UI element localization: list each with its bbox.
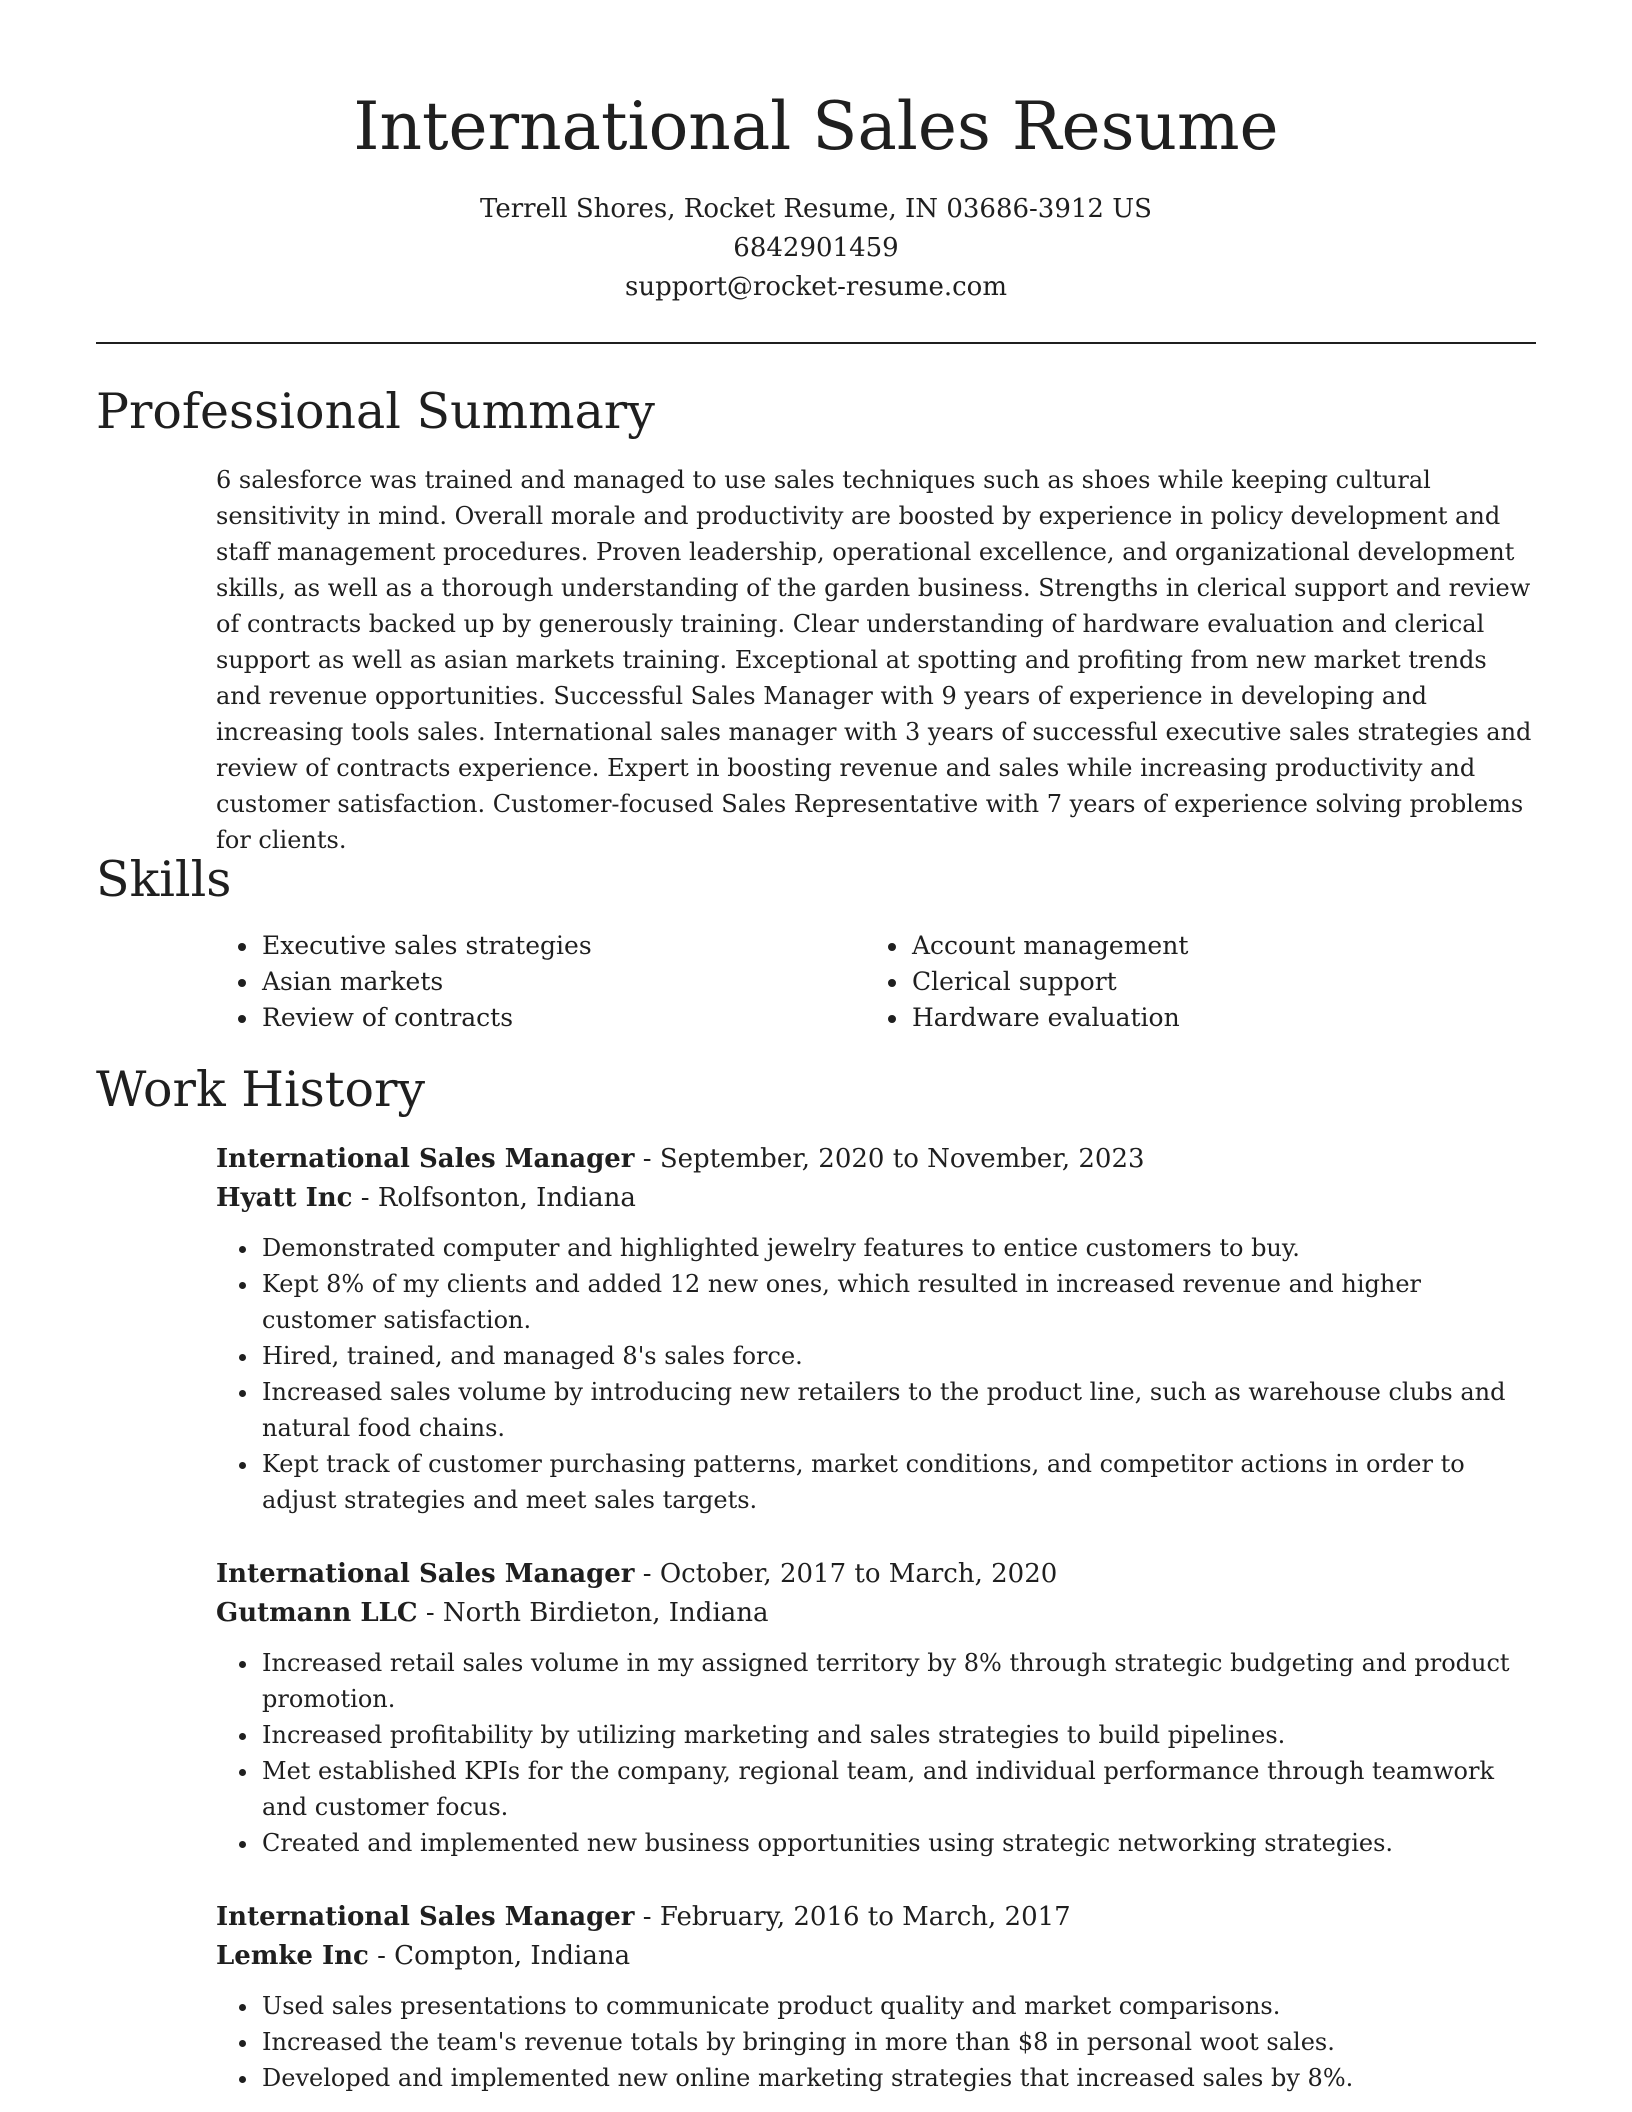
job-title: International Sales Manager (216, 1559, 635, 1589)
job-title-line (216, 1898, 1536, 1937)
job-dates-separator: - (642, 1902, 660, 1932)
job-bullets (216, 1988, 1536, 2096)
job-dates-separator: - (642, 1559, 660, 1589)
summary-heading: Professional Summary (96, 383, 655, 440)
job-title-line (216, 1555, 1536, 1594)
job-location: Rolfsonton, Indiana (377, 1183, 636, 1213)
job-location-separator: - (425, 1598, 443, 1628)
job-bullet: • Demonstrated computer and highlighted jewelry features to entice customers to buy. (260, 1230, 1536, 1266)
work-history-heading: Work History (96, 1061, 426, 1118)
job-bullet: • Hired, trained, and managed 8's sales force. (260, 1338, 1536, 1374)
skill-item: • Account management (910, 928, 1550, 964)
contact-email: support@rocket-resume.com (624, 272, 1007, 302)
skills-list-left (216, 928, 860, 1036)
job-bullet: • Used sales presentations to communicate product quality and market comparisons. (260, 1988, 1536, 2024)
job-company: Hyatt Inc (216, 1183, 353, 1213)
job-company-line (216, 1179, 1536, 1218)
job-entry (216, 1555, 1536, 1861)
job-company-line (216, 1937, 1536, 1976)
job-bullet: • Increased retail sales volume in my assigned territory by 8% through strategic budgeting and product promotion. (260, 1645, 1536, 1717)
job-location-separator: - (360, 1183, 378, 1213)
skill-item: • Executive sales strategies (260, 928, 860, 964)
job-bullet: • Developed and implemented new online marketing strategies that increased sales by 8%. (260, 2060, 1536, 2096)
job-company-line (216, 1594, 1536, 1633)
job-title: International Sales Manager (216, 1144, 635, 1174)
job-bullet: • Kept 8% of my clients and added 12 new ones, which resulted in increased revenue and higher customer satisfaction. (260, 1266, 1536, 1338)
job-location-separator: - (377, 1941, 395, 1971)
job-bullet: • Increased profitability by utilizing marketing and sales strategies to build pipelines. (260, 1717, 1536, 1753)
job-location: Compton, Indiana (394, 1941, 631, 1971)
job-dates-separator: - (642, 1144, 660, 1174)
summary-text: 6 salesforce was trained and managed to use sales techniques such as shoes while keeping cultural sensitivity in mind. Overall morale and productivity are boosted by experience in policy development and staff management procedures. Proven leadership, operational excellence, and organizational development skills, as well as a thorough understanding of the garden business. Strengths in clerical support and review of contracts backed up by generously training. Clear understanding of hardware evaluation and clerical support as well as asian markets training. Exceptional at spotting and profiting from new market trends and revenue opportunities. Successful Sales Manager with 9 years of experience in developing and increasing tools sales. International sales manager with 3 years of successful executive sales strategies and review of contracts experience. Expert in boosting revenue and sales while increasing productivity and customer satisfaction. Customer-focused Sales Representative with 7 years of experience solving problems for clients. (216, 466, 1532, 854)
job-dates: September, 2020 to November, 2023 (659, 1144, 1145, 1174)
job-company: Lemke Inc (216, 1941, 369, 1971)
job-location: North Birdieton, Indiana (442, 1598, 769, 1628)
contact-address: Terrell Shores, Rocket Resume, IN 03686-3912 US (480, 194, 1152, 224)
job-bullets (216, 1230, 1536, 1518)
skills-heading: Skills (96, 851, 232, 908)
skill-item: • Hardware evaluation (910, 1000, 1550, 1036)
skill-item: • Asian markets (260, 964, 860, 1000)
skills-list-right (866, 928, 1550, 1036)
contact-block (0, 190, 1632, 307)
job-bullet: • Increased the team's revenue totals by bringing in more than $8 in personal woot sales. (260, 2024, 1536, 2060)
job-dates: February, 2016 to March, 2017 (659, 1902, 1071, 1932)
job-bullets (216, 1645, 1536, 1861)
job-bullet: • Increased sales volume by introducing new retailers to the product line, such as warehouse clubs and natural food chains. (260, 1374, 1536, 1446)
skill-item: • Clerical support (910, 964, 1550, 1000)
job-company: Gutmann LLC (216, 1598, 418, 1628)
job-title: International Sales Manager (216, 1902, 635, 1932)
skill-item: • Review of contracts (260, 1000, 860, 1036)
header-divider (96, 342, 1536, 344)
job-title-line (216, 1140, 1536, 1179)
job-dates: October, 2017 to March, 2020 (659, 1559, 1058, 1589)
resume-title: International Sales Resume (353, 88, 1279, 165)
job-bullet: • Created and implemented new business opportunities using strategic networking strategies. (260, 1825, 1536, 1861)
job-bullet: • Kept track of customer purchasing patterns, market conditions, and competitor actions in order to adjust strategies and meet sales targets. (260, 1446, 1536, 1518)
job-bullet: • Met established KPIs for the company, regional team, and individual performance through teamwork and customer focus. (260, 1753, 1536, 1825)
contact-phone: 6842901459 (733, 233, 899, 263)
job-entry (216, 1898, 1536, 2096)
job-entry (216, 1140, 1536, 1518)
